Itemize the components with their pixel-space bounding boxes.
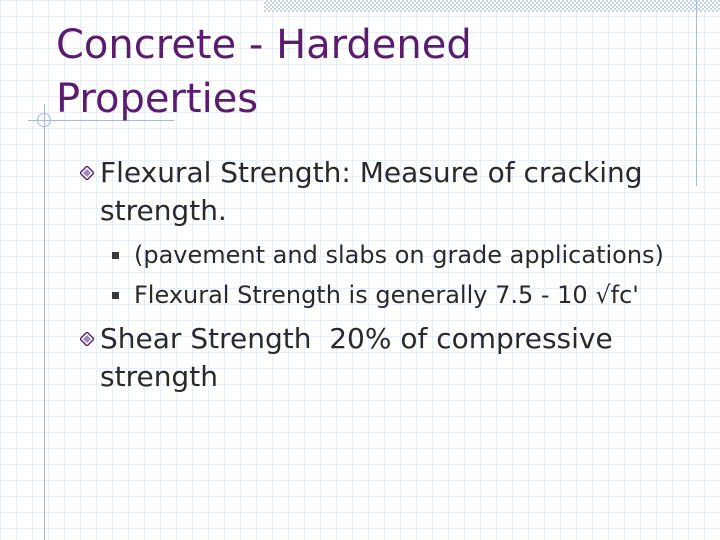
bullet-text-line-1: Flexural Strength: Measure of cracking xyxy=(100,156,643,189)
diamond-bullet-icon xyxy=(80,332,94,346)
decorative-right-line xyxy=(696,0,697,186)
diamond-bullet-icon xyxy=(80,166,94,180)
bullet-text-line-1: Shear Strength 20% of compressive xyxy=(100,322,613,355)
title-line-2: Properties xyxy=(56,76,259,122)
square-bullet-icon xyxy=(112,292,119,299)
square-bullet-icon xyxy=(112,252,119,259)
bullet-shear-strength xyxy=(100,320,690,396)
title-line-1: Concrete - Hardened xyxy=(56,22,472,68)
bullet-text-line-2: strength. xyxy=(100,194,227,227)
subitem-text: (pavement and slabs on grade applications) xyxy=(134,241,664,269)
bullet-flexural-strength xyxy=(100,154,690,230)
slide-title xyxy=(56,18,676,126)
subitem-pavement xyxy=(134,238,704,272)
bullet-text-line-2: strength xyxy=(100,360,218,393)
decorative-left-line xyxy=(44,104,45,540)
corner-circle-ornament xyxy=(37,113,51,127)
subitem-text: Flexural Strength is generally 7.5 - 10 √fc' xyxy=(134,281,639,309)
top-checker-pattern xyxy=(264,0,720,12)
subitem-flexural-value xyxy=(134,278,704,312)
